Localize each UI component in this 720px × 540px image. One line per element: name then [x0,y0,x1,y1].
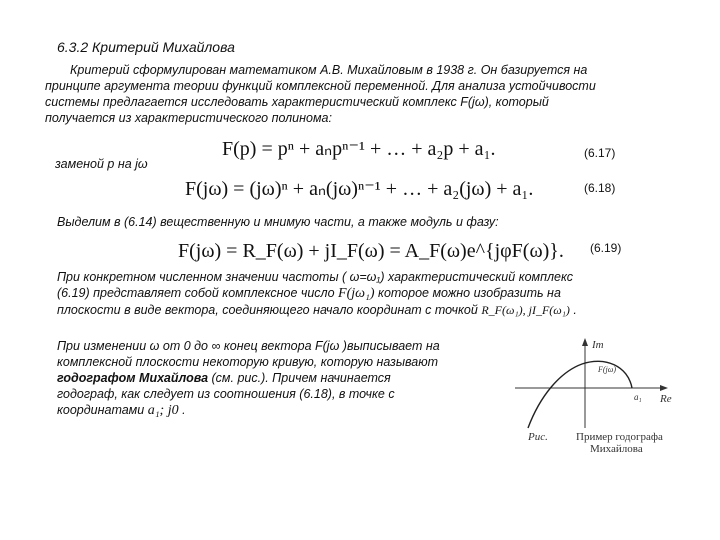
para2-line-1: При конкретном численном значении частоты ( ω=ω₁) характеристический комплекс [57,270,574,284]
para3-line-4: годограф, как следует из соотношения (6.18), в точке с [57,387,395,401]
para2-line-3: плоскости в виде вектора, соединяющего начало координат с точкой R_F(ω₁), jI_F(ω₁) . [57,303,577,317]
equation-number-6-18: (6.18) [584,181,616,195]
substitution-text: заменой p на jω [55,157,148,171]
section-title: 6.3.2 Критерий Михайлова [57,39,235,55]
figure-caption-line-2: Михайлова [590,443,643,455]
para3-line-5: координатами a₁; j0 . [57,403,186,418]
para3-line-1: При изменении ω от 0 до ∞ конец вектора F(jω )выписывает на [57,339,440,353]
re-axis-label: Re [660,393,672,405]
intro-line-1: Критерий сформулирован математиком А.В. Михайловым в 1938 г. Он базируется на [70,63,588,77]
para3-line-3: годографом Михайлова (см. рис.). Причем начинается [57,371,391,385]
para2-line-2: (6.19) представляет собой комплексное число F(jω₁) которое можно изобразить на [57,286,561,301]
equation-number-6-17: (6.17) [584,146,616,160]
figure-caption-line-1: Пример годографа [576,431,663,443]
curve-label: F(jω) [598,365,617,374]
equation-number-6-19: (6.19) [590,241,622,255]
inline-math-f-jw1: F(jω₁) [338,286,375,301]
im-axis-arrow [582,338,588,346]
equation-6-19: F(jω) = R_F(ω) + jI_F(ω) = A_F(ω)e^{jφF(ω)}. [178,240,564,262]
intro-line-2: принципе аргумента теории функций комплексной переменной. Для анализа устойчивости [45,79,596,93]
re-axis-arrow [660,385,668,391]
inline-math-coordinates: a₁; j0 [147,403,179,418]
intro-line-4: получается из характеристического полинома: [45,111,332,125]
separate-parts-text: Выделим в (6.14) вещественную и мнимую части, а также модуль и фазу: [57,215,499,229]
intro-line-3: системы предлагается исследовать характеристический комплекс F(jω), который [45,95,549,109]
inline-math-point: R_F(ω₁), jI_F(ω₁) [481,303,570,317]
equation-6-18: F(jω) = (jω)ⁿ + aₙ(jω)ⁿ⁻¹ + … + a₂(jω) + a₁. [185,178,534,200]
hodograph-curve [528,361,632,428]
equation-6-17: F(p) = pⁿ + aₙpⁿ⁻¹ + … + a₂p + a₁. [222,138,496,160]
point-a1-label: a₁ [634,392,642,402]
mikhailov-hodograph-figure [510,338,680,430]
para3-line-2: комплексной плоскости некоторую кривую, которую называют [57,355,439,369]
term-mikhailov-hodograph: годографом Михайлова [57,371,209,385]
figure-caption-prefix: Рис. [528,431,548,443]
im-axis-label: Im [592,339,604,351]
